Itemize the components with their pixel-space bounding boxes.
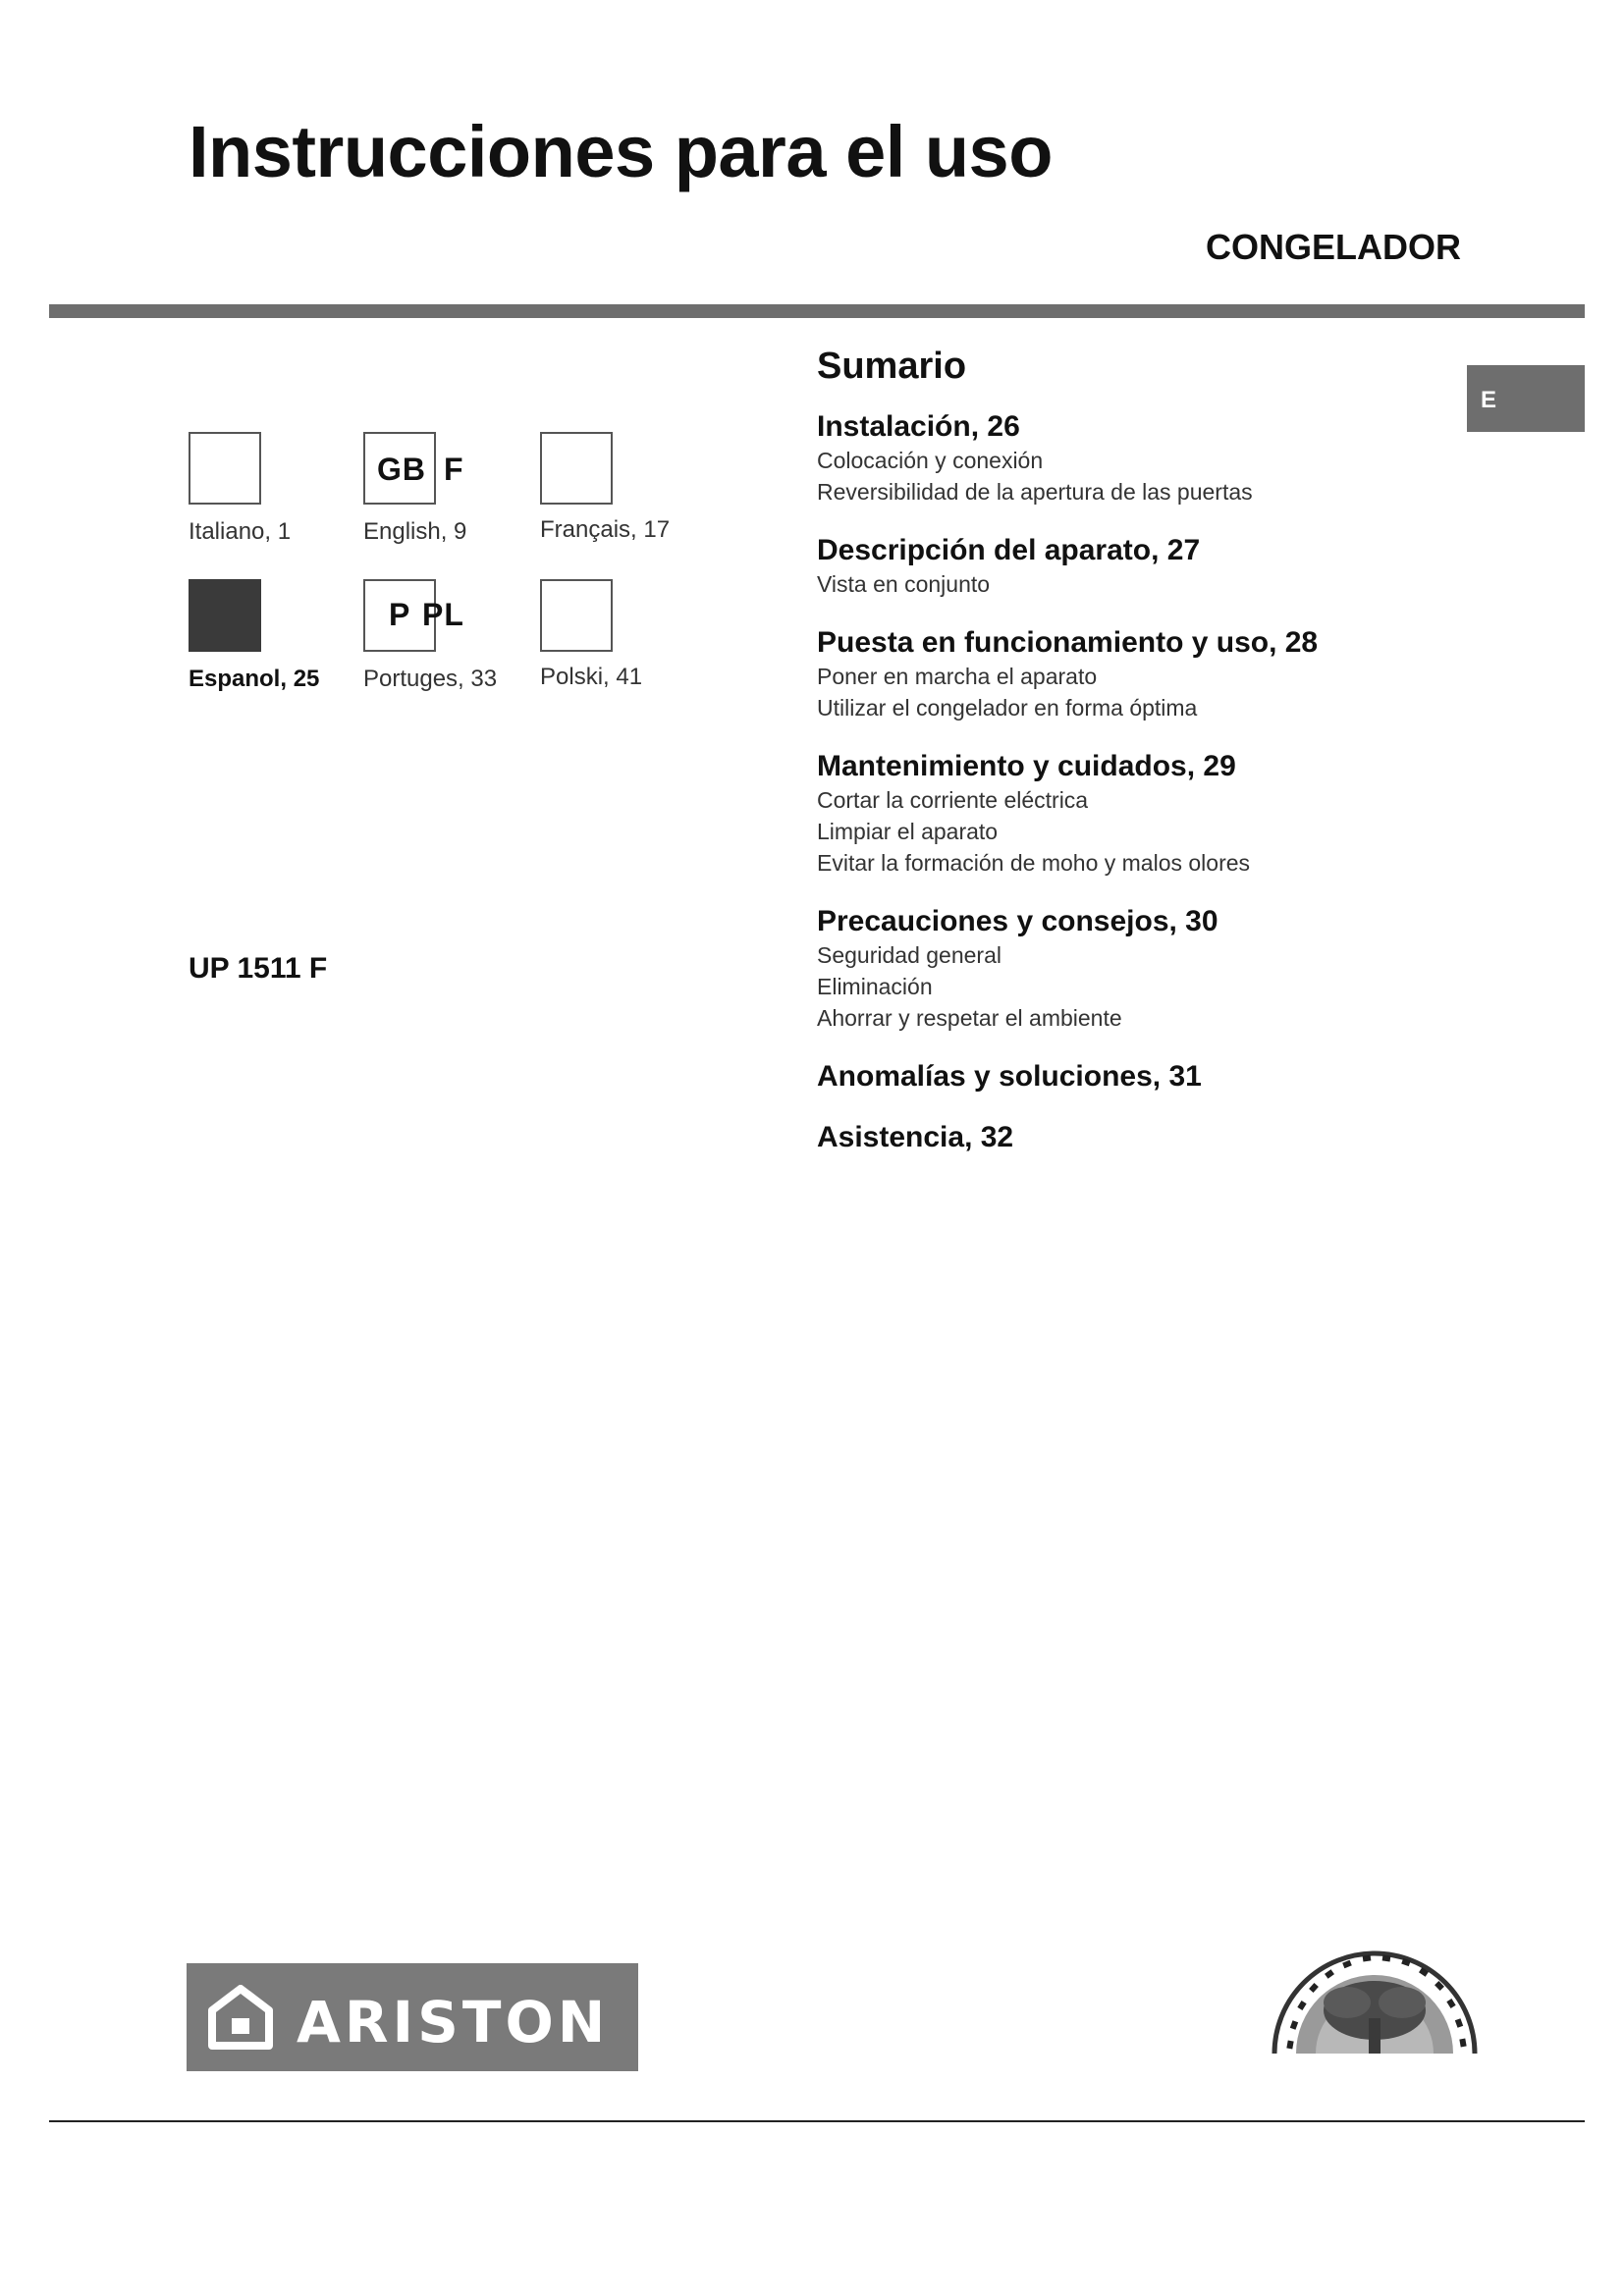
toc-section-anomalias bbox=[817, 1059, 1445, 1095]
toc-section-puesta bbox=[817, 625, 1445, 723]
toc-heading[interactable]: Descripción del aparato, 27 bbox=[817, 534, 1201, 566]
cfc-free-seal-icon bbox=[1257, 1895, 1492, 2061]
toc-section-precauciones bbox=[817, 904, 1445, 1034]
language-tab: E bbox=[1467, 365, 1585, 432]
toc-item: Poner en marcha el aparato bbox=[817, 664, 1098, 689]
toc-item: Colocación y conexión bbox=[817, 448, 1044, 473]
lang-label-francais: Français, 17 bbox=[540, 516, 671, 543]
lang-box-francais[interactable] bbox=[540, 432, 613, 505]
lang-code-gb: GB bbox=[377, 452, 426, 487]
lang-box-italiano[interactable] bbox=[189, 432, 261, 505]
toc-section-instalacion bbox=[817, 409, 1445, 507]
toc-heading[interactable]: Mantenimiento y cuidados, 29 bbox=[817, 750, 1236, 782]
toc-heading[interactable]: Puesta en funcionamiento y uso, 28 bbox=[817, 626, 1319, 659]
lang-code-f: F bbox=[444, 452, 464, 487]
lang-code-pl: PL bbox=[422, 597, 464, 632]
lang-label-english: English, 9 bbox=[363, 518, 467, 545]
toc-heading[interactable]: Anomalías y soluciones, 31 bbox=[817, 1060, 1202, 1093]
lang-box-espanol[interactable] bbox=[189, 579, 261, 652]
lang-label-polski: Polski, 41 bbox=[540, 664, 643, 690]
toc-item: Ahorrar y respetar el ambiente bbox=[817, 1005, 1122, 1031]
table-of-contents bbox=[817, 346, 1445, 1181]
page-title: Instrucciones para el uso bbox=[189, 111, 1053, 192]
lang-label-portuges: Portuges, 33 bbox=[363, 666, 498, 692]
toc-heading[interactable]: Instalación, 26 bbox=[817, 410, 1020, 443]
toc-section-mantenimiento bbox=[817, 749, 1445, 879]
toc-title: Sumario bbox=[817, 346, 967, 387]
toc-item: Eliminación bbox=[817, 974, 933, 999]
product-subject: CONGELADOR bbox=[1206, 227, 1461, 267]
lang-code-p: P bbox=[389, 597, 411, 632]
model-number: UP 1511 F bbox=[189, 952, 328, 985]
toc-item: Evitar la formación de moho y malos olores bbox=[817, 850, 1251, 876]
toc-section-descripcion bbox=[817, 533, 1445, 600]
lang-label-espanol: Espanol, 25 bbox=[189, 666, 320, 692]
toc-heading[interactable]: Precauciones y consejos, 30 bbox=[817, 905, 1218, 937]
toc-item: Reversibilidad de la apertura de las puertas bbox=[817, 479, 1253, 505]
ariston-logo bbox=[187, 1963, 638, 2071]
toc-item: Seguridad general bbox=[817, 942, 1001, 968]
house-icon bbox=[206, 1985, 275, 2050]
toc-heading[interactable]: Asistencia, 32 bbox=[817, 1121, 1014, 1153]
toc-item: Limpiar el aparato bbox=[817, 819, 999, 844]
toc-item: Utilizar el congelador en forma óptima bbox=[817, 695, 1198, 721]
top-divider bbox=[49, 304, 1585, 318]
bottom-divider bbox=[49, 2120, 1585, 2122]
logo-text: ARISTON bbox=[297, 1989, 610, 2056]
toc-item: Cortar la corriente eléctrica bbox=[817, 787, 1089, 813]
toc-item: Vista en conjunto bbox=[817, 571, 991, 597]
toc-section-asistencia bbox=[817, 1120, 1445, 1155]
lang-label-italiano: Italiano, 1 bbox=[189, 518, 292, 545]
lang-box-polski[interactable] bbox=[540, 579, 613, 652]
